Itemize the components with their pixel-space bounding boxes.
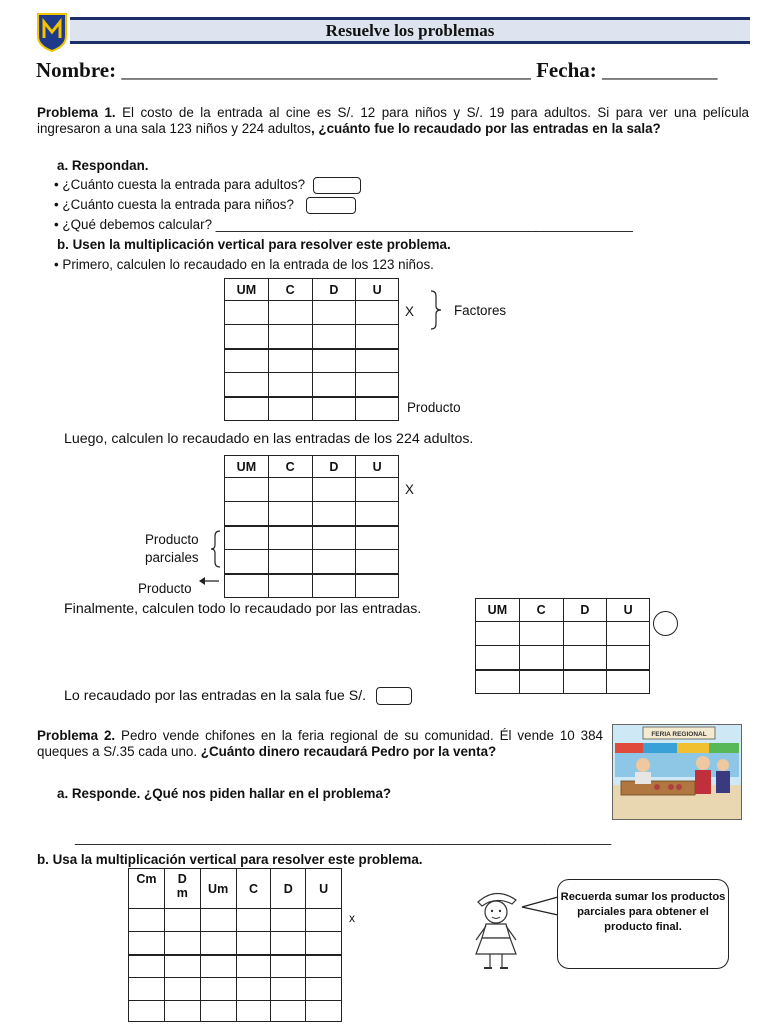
- q2-text: • ¿Cuánto cuesta la entrada para niños?: [54, 197, 294, 213]
- grid-cell[interactable]: [563, 646, 607, 670]
- grid-cell[interactable]: [225, 550, 269, 574]
- grid-cell[interactable]: [356, 502, 399, 526]
- grid-cell[interactable]: [271, 978, 306, 1001]
- grid-cell[interactable]: [607, 622, 650, 646]
- problem2-part-a: a. Responde. ¿Qué nos piden hallar en el problema?: [57, 786, 392, 801]
- grid-cell[interactable]: [607, 646, 650, 670]
- times-sign: X: [405, 304, 414, 319]
- grid-cell[interactable]: [236, 909, 271, 932]
- multiplication-grid-problem2[interactable]: [128, 868, 342, 1022]
- grid-cell[interactable]: [268, 478, 312, 502]
- multiplication-grid-ninos[interactable]: [224, 278, 399, 421]
- grid-cell[interactable]: [476, 646, 520, 670]
- grid-cell[interactable]: [225, 397, 269, 421]
- col-header-dm: D m: [164, 869, 200, 909]
- multiplication-grid-adultos[interactable]: [224, 455, 399, 598]
- col-header-u: U: [607, 599, 650, 622]
- col-header-d: D: [271, 869, 306, 909]
- col-header-um: UM: [225, 279, 269, 301]
- grid-cell[interactable]: [519, 622, 563, 646]
- grid-cell[interactable]: [306, 909, 342, 932]
- school-logo-icon: [36, 12, 68, 52]
- grid-cell[interactable]: [356, 373, 399, 397]
- col-header-c: C: [236, 869, 271, 909]
- grid-cell[interactable]: [225, 502, 269, 526]
- problem1-final: [64, 687, 412, 705]
- grid-cell[interactable]: [356, 574, 399, 598]
- problem1-step2: Luego, calculen lo recaudado en las entradas de los 224 adultos.: [64, 431, 474, 447]
- grid-cell[interactable]: [356, 349, 399, 373]
- problem1-statement: [37, 105, 749, 137]
- q1-text: • ¿Cuánto cuesta la entrada para adultos?: [54, 177, 306, 193]
- grid-cell[interactable]: [356, 397, 399, 421]
- grid-cell[interactable]: [200, 955, 236, 978]
- grid-cell[interactable]: [271, 1001, 306, 1022]
- grid-cell[interactable]: [312, 526, 356, 550]
- producto-parciales-label-2: parciales: [145, 550, 199, 565]
- grid-cell[interactable]: [312, 373, 356, 397]
- grid-cell[interactable]: [476, 670, 520, 694]
- grid-cell[interactable]: [312, 574, 356, 598]
- problem2-label: Problema 2.: [37, 728, 116, 743]
- brace-icon: [429, 290, 443, 330]
- grid-cell[interactable]: [164, 978, 200, 1001]
- grid-cell[interactable]: [268, 373, 312, 397]
- grid-cell[interactable]: [519, 670, 563, 694]
- grid-cell[interactable]: [236, 955, 271, 978]
- grid-cell[interactable]: [225, 574, 269, 598]
- col-header-um: Um: [200, 869, 236, 909]
- problem2-text: Pedro vende chifones en la feria regional de su comunidad. Él vende 10 384 queques a S/.35 cada uno.: [37, 728, 603, 759]
- col-header-um: UM: [225, 456, 269, 478]
- grid-cell[interactable]: [200, 978, 236, 1001]
- col-header-um: UM: [476, 599, 520, 622]
- nombre-field[interactable]: _______________________________________: [121, 58, 531, 82]
- grid-cell[interactable]: [312, 349, 356, 373]
- final-answer-box[interactable]: [376, 687, 412, 705]
- grid-cell[interactable]: [129, 932, 165, 955]
- problem2-statement: [37, 728, 603, 760]
- page-title: Resuelve los problemas: [70, 17, 750, 44]
- grid-cell[interactable]: [356, 526, 399, 550]
- grid-cell[interactable]: [306, 1001, 342, 1022]
- grid-cell[interactable]: [306, 955, 342, 978]
- grid-cell[interactable]: [225, 478, 269, 502]
- grid-cell[interactable]: [225, 349, 269, 373]
- problem1-part-a: a. Respondan.: [57, 158, 149, 173]
- grid-cell[interactable]: [200, 1001, 236, 1022]
- grid-cell[interactable]: [200, 932, 236, 955]
- col-header-d: D: [312, 279, 356, 301]
- col-header-u: U: [356, 456, 399, 478]
- operation-sign-circle[interactable]: [653, 611, 678, 636]
- grid-cell[interactable]: [312, 550, 356, 574]
- grid-cell[interactable]: [312, 301, 356, 325]
- col-header-u: U: [306, 869, 342, 909]
- problem1-q2: [54, 197, 356, 214]
- grid-cell[interactable]: [268, 502, 312, 526]
- problem1-question: , ¿cuánto fue lo recaudado por las entradas en la sala?: [310, 121, 661, 136]
- problem1-label: Problema 1.: [37, 105, 116, 120]
- child-price-answer-box[interactable]: [306, 197, 356, 214]
- grid-cell[interactable]: [129, 1001, 165, 1022]
- grid-cell[interactable]: [129, 978, 165, 1001]
- problem2-part-b: b. Usa la multiplicación vertical para resolver este problema.: [37, 852, 423, 867]
- grid-cell[interactable]: [236, 1001, 271, 1022]
- grid-cell[interactable]: [225, 325, 269, 349]
- arrow-left-icon: [198, 576, 220, 586]
- grid-cell[interactable]: [129, 955, 165, 978]
- grid-cell[interactable]: [268, 526, 312, 550]
- col-header-c: C: [268, 279, 312, 301]
- grid-cell[interactable]: [236, 978, 271, 1001]
- final-answer-text: Lo recaudado por las entradas en la sala fue S/.: [64, 687, 367, 704]
- grid-cell[interactable]: [268, 325, 312, 349]
- factores-label: Factores: [454, 303, 507, 318]
- producto-parciales-label-1: Producto: [145, 532, 199, 547]
- market-illustration: [612, 724, 742, 820]
- col-header-u: U: [356, 279, 399, 301]
- grid-cell[interactable]: [271, 955, 306, 978]
- grid-cell[interactable]: [306, 978, 342, 1001]
- grid-cell[interactable]: [129, 909, 165, 932]
- times-sign: X: [405, 482, 414, 497]
- grid-cell[interactable]: [164, 932, 200, 955]
- col-header-cm: Cm: [129, 869, 165, 909]
- grid-cell[interactable]: [312, 325, 356, 349]
- grid-cell[interactable]: [312, 502, 356, 526]
- grid-cell[interactable]: [356, 325, 399, 349]
- fecha-field[interactable]: ___________: [602, 58, 718, 82]
- grid-cell[interactable]: [312, 397, 356, 421]
- grid-cell[interactable]: [563, 670, 607, 694]
- girl-drawing-icon: [468, 888, 524, 974]
- speech-bubble-tail: [520, 893, 562, 919]
- grid-cell[interactable]: [607, 670, 650, 694]
- grid-cell[interactable]: [271, 932, 306, 955]
- grid-cell[interactable]: [268, 301, 312, 325]
- grid-cell[interactable]: [164, 909, 200, 932]
- hint-speech-bubble: Recuerda sumar los productos parciales para obtener el producto final.: [557, 879, 729, 969]
- name-date-line: [36, 58, 718, 83]
- problem1-part-b: b. Usen la multiplicación vertical para resolver este problema.: [57, 237, 451, 252]
- problem1-step3: Finalmente, calculen todo lo recaudado por las entradas.: [64, 601, 422, 617]
- problem1-step1: • Primero, calculen lo recaudado en la entrada de los 123 niños.: [54, 257, 434, 272]
- producto-arrow-label: Producto: [138, 581, 192, 596]
- grid-cell[interactable]: [476, 622, 520, 646]
- fecha-label: Fecha:: [536, 58, 597, 82]
- col-header-c: C: [268, 456, 312, 478]
- problem2-answer-line[interactable]: ________________________________________________________________________: [75, 830, 612, 845]
- problem1-q1: [54, 177, 361, 194]
- grid-cell[interactable]: [268, 550, 312, 574]
- problem1-text: El costo de la entrada al cine es S/. 12 para niños y S/. 19 para adultos. Si para ver una película ingresaron a una sala 123 niños y 224 adultos: [37, 105, 749, 136]
- grid-cell[interactable]: [225, 373, 269, 397]
- nombre-label: Nombre:: [36, 58, 117, 82]
- col-header-d: D: [312, 456, 356, 478]
- grid-cell[interactable]: [164, 1001, 200, 1022]
- grid-cell[interactable]: [268, 397, 312, 421]
- grid-cell[interactable]: [200, 909, 236, 932]
- grid-cell[interactable]: [225, 301, 269, 325]
- grid-cell[interactable]: [356, 478, 399, 502]
- grid-cell[interactable]: [356, 550, 399, 574]
- problem2-question: ¿Cuánto dinero recaudará Pedro por la venta?: [200, 744, 497, 759]
- adult-price-answer-box[interactable]: [313, 177, 361, 194]
- grid-cell[interactable]: [164, 955, 200, 978]
- col-header-d: D: [563, 599, 607, 622]
- grid-cell[interactable]: [356, 301, 399, 325]
- col-header-c: C: [519, 599, 563, 622]
- grid-cell[interactable]: [236, 932, 271, 955]
- grid-cell[interactable]: [312, 478, 356, 502]
- grid-cell[interactable]: [271, 909, 306, 932]
- multiplication-grid-total[interactable]: [475, 598, 650, 694]
- grid-cell[interactable]: [268, 574, 312, 598]
- times-sign: x: [349, 911, 355, 925]
- feria-sign-text: FERIA REGIONAL: [651, 731, 707, 738]
- grid-cell[interactable]: [563, 622, 607, 646]
- problem1-q3[interactable]: • ¿Qué debemos calcular? ________________________________________________________: [54, 217, 633, 232]
- grid-cell[interactable]: [306, 932, 342, 955]
- grid-cell[interactable]: [225, 526, 269, 550]
- grid-cell[interactable]: [268, 349, 312, 373]
- grid-cell[interactable]: [519, 646, 563, 670]
- brace-icon: [210, 530, 222, 568]
- producto-label: Producto: [407, 400, 461, 415]
